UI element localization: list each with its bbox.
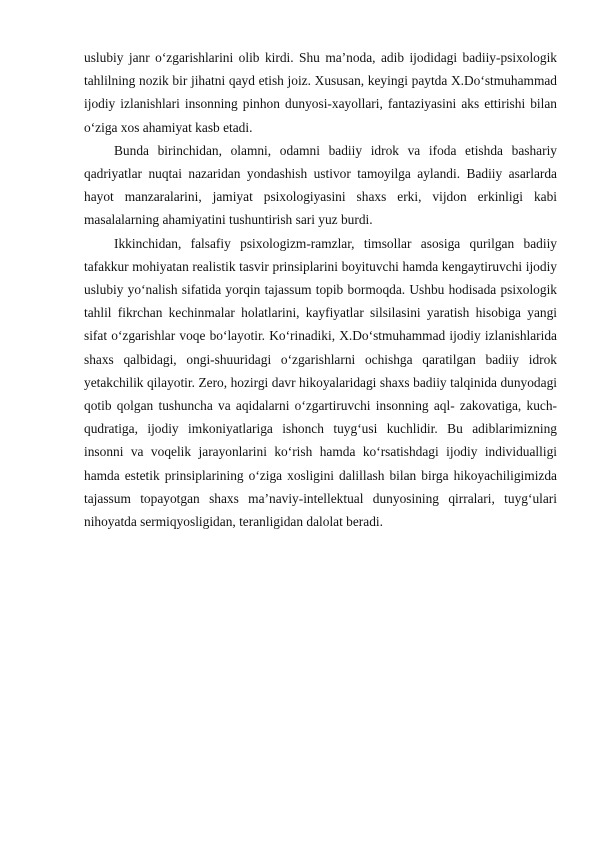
paragraph-2: Bunda birinchidan, olamni, odamni badiiy idrok va ifoda etishda bashariy qadriyatlar nuqtai nazaridan yondashish ustivor tamoyilga aylandi. Badiiy asarlarda hayot manzaralarini, jamiyat psixologiyasini shaxs erki, vijdon erkinligi kabi masalalarning ahamiyatini tushuntirish sari yuz burdi. [84,142,557,228]
document-page [84,46,557,533]
paragraph-3: Ikkinchidan, falsafiy psixologizm-ramzlar, timsollar asosiga qurilgan badiiy tafakkur mohiyatan realistik tasvir prinsiplarini boyituvchi hamda kengaytiruvchi ijodiy uslubiy yo‘nalish sifatida yorqin tajassum topib bormoqda. Ushbu hodisada psixologik tahlil fikrchan kechinmalar holatlarini, kayfiyatlar silsilasini yaratish hisobiga yangi sifat o‘zgarishlar voqe bo‘layotir. Ko‘rinadiki, X.Do‘stmuhammad ijodiy izlanishlarida shaxs qalbidagi, ongi-shuuridagi o‘zgarishlarni ochishga qaratilgan badiiy idrok yetakchilik qilayotir. Zero, hozirgi davr hikoyalaridagi shaxs badiiy talqinida dunyodagi qotib qolgan tushuncha va aqidalarni o‘zgartiruvchi insonning aql- zakovatiga, kuch-qudratiga, ijodiy imkoniyatlariga ishonch tuyg‘usi kuchlidir. Bu adiblarimizning insonni va voqelik jarayonlarini ko‘rish hamda ko‘rsatishdagi ijodiy individualligi hamda estetik prinsiplarining o‘ziga xosligini dalillash bilan birga hikoyachiligimizda tajassum topayotgan shaxs ma’naviy-intellektual dunyosining qirralari, tuyg‘ulari nihoyatda sermiqyosligidan, teranligidan dalolat beradi. [84,235,557,530]
paragraph-1: uslubiy janr o‘zgarishlarini olib kirdi. Shu ma’noda, adib ijodidagi badiiy-psixologik tahlilning nozik bir jihatni qayd etish joiz. Xususan, keyingi paytda X.Do‘stmuhammad ijodiy izlanishlari insonning pinhon dunyosi-xayollari, fantaziyasini aks ettirishi bilan o‘ziga xos ahamiyat kasb etadi. [84,50,557,135]
